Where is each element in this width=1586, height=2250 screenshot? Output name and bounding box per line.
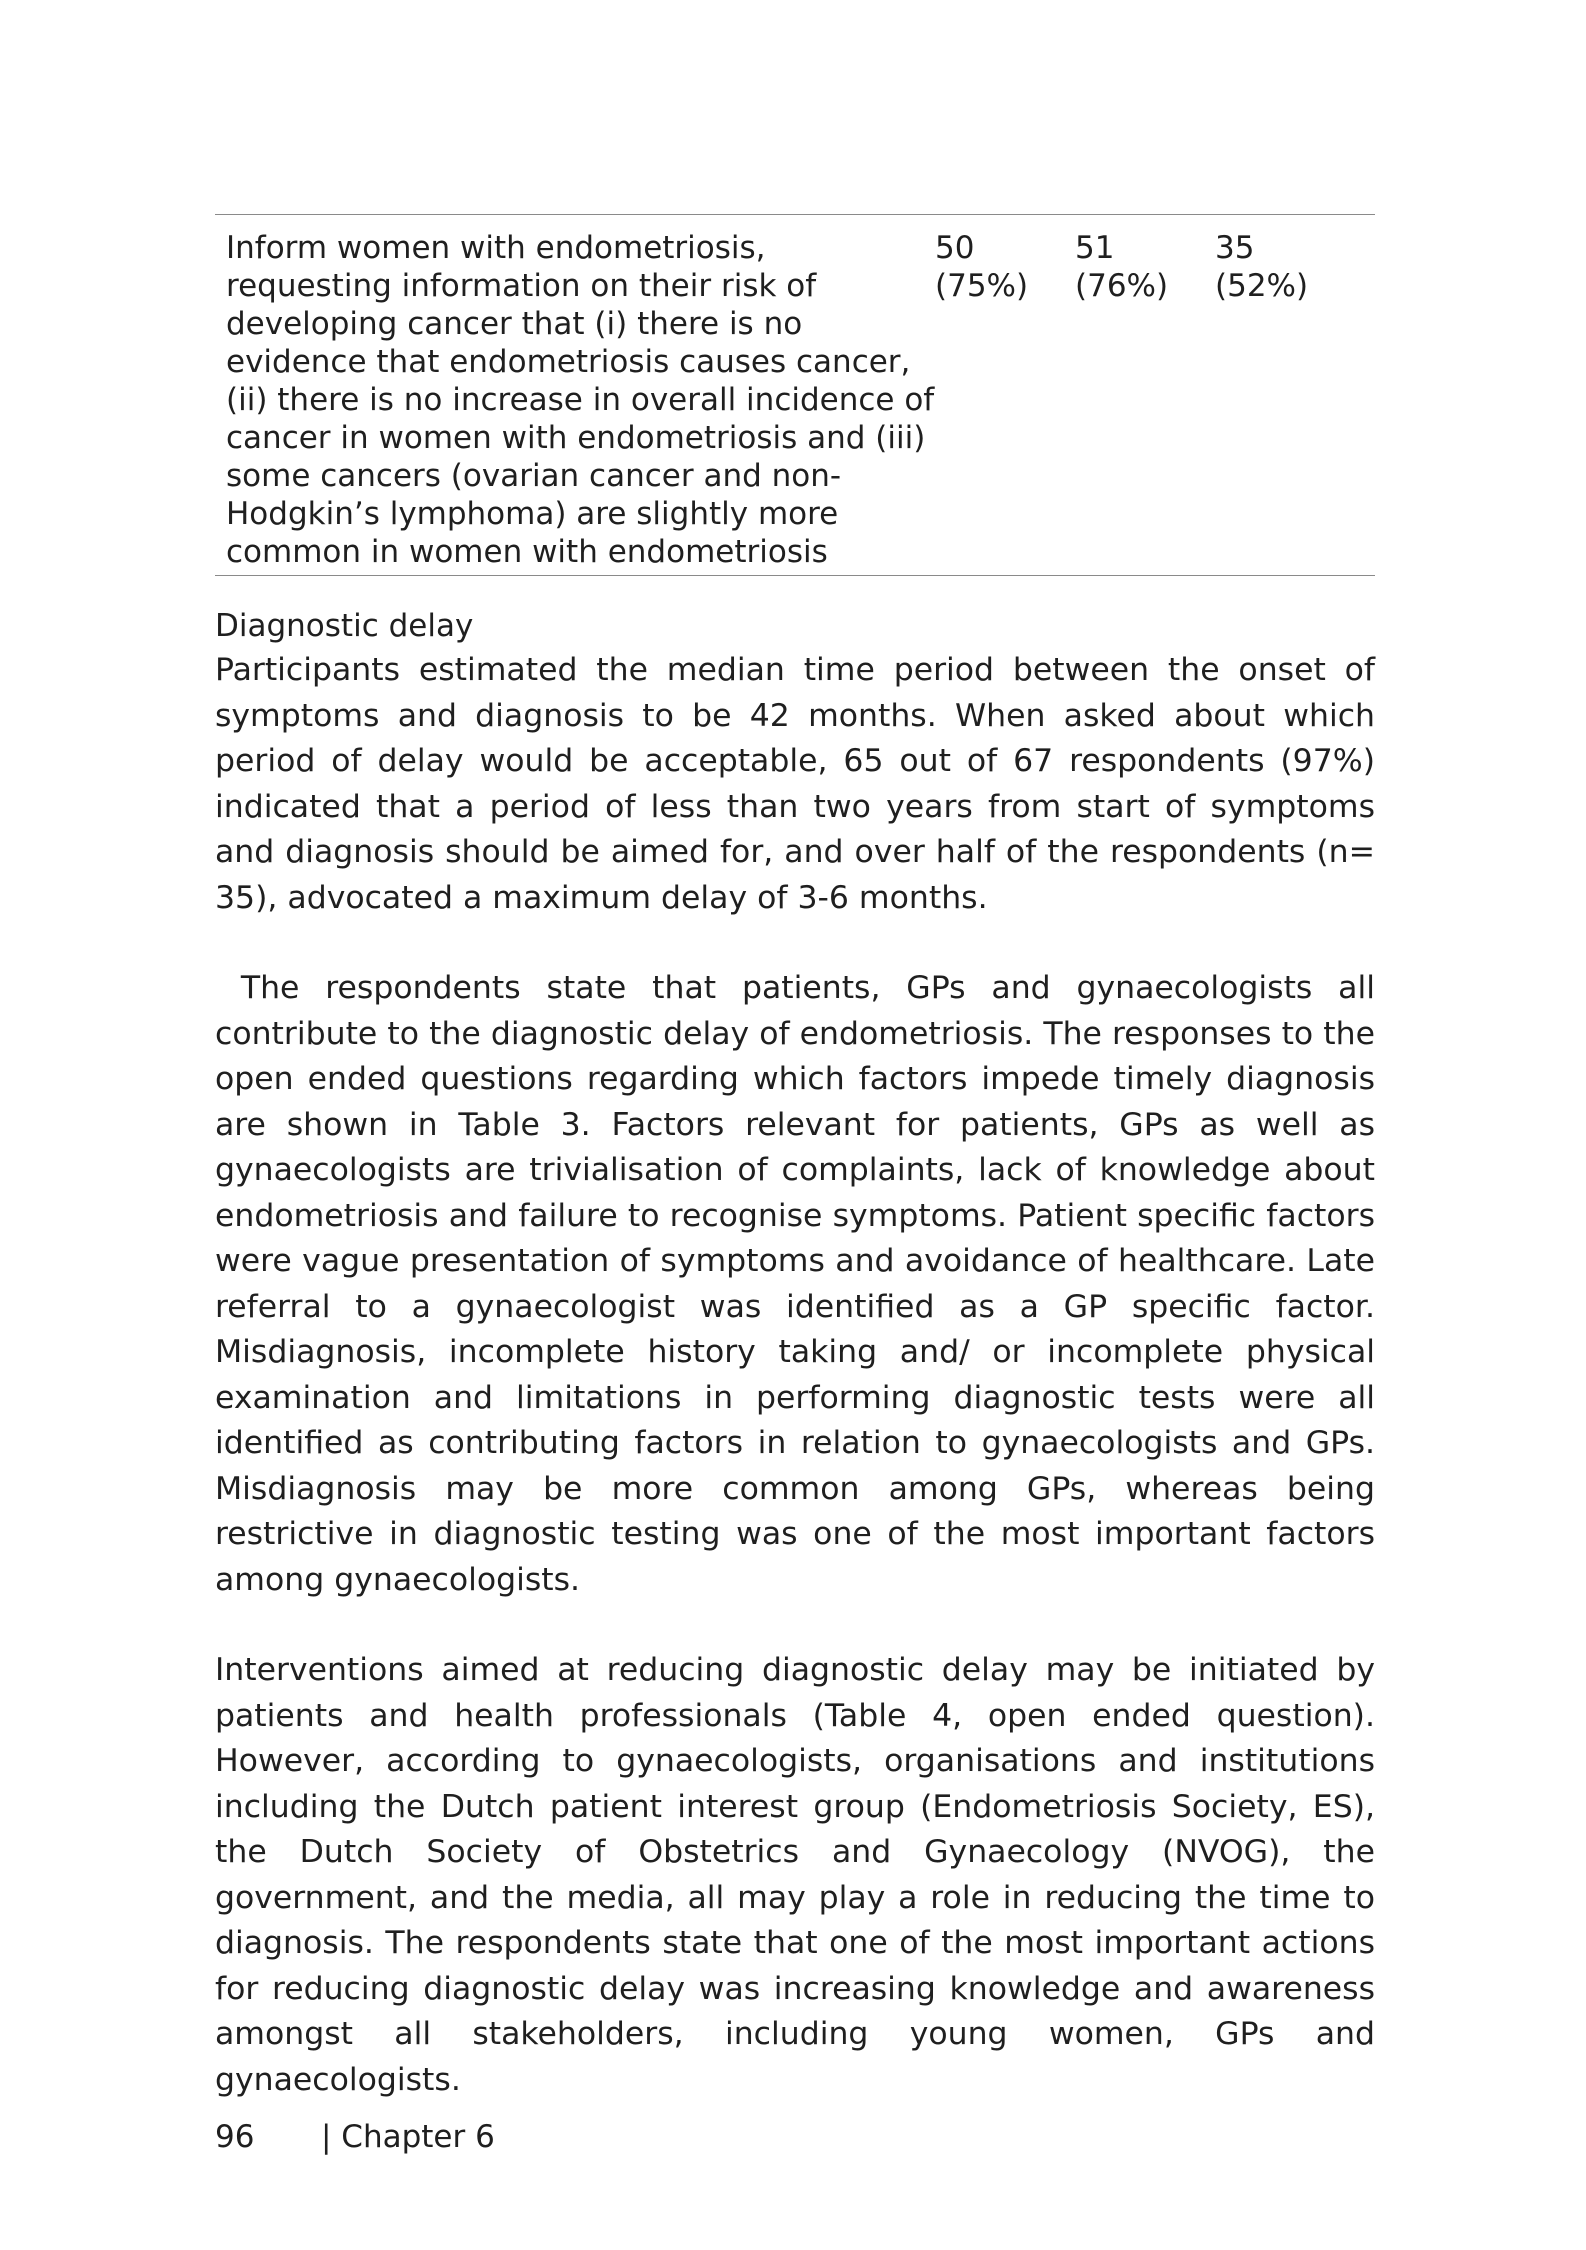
page-number: 96: [215, 2119, 255, 2155]
table-cell-col3-percent: (52%): [1215, 268, 1309, 304]
table-cell-col1-count: 50: [935, 230, 975, 266]
chapter-label: | Chapter 6: [321, 2119, 495, 2155]
table-cell-col2: [1075, 229, 1215, 571]
table-cell-col3: [1215, 229, 1355, 571]
page-content: [215, 214, 1386, 2103]
paragraph-median-delay: Participants estimated the median time period between the onset of symptoms and diagnosis to be 42 months. When asked about which period of delay would be acceptable, 65 out of 67 respondents (97%) indicated that a period of less than two years from start of symptoms and diagnosis should be aimed for, and over half of the respondents (n= 35), advocated a maximum delay of 3-6 months.: [215, 652, 1375, 916]
section-heading: Diagnostic delay: [215, 608, 474, 644]
table-cell-col1-percent: (75%): [935, 268, 1029, 304]
table-cell-col2-percent: (76%): [1075, 268, 1169, 304]
table-cell-col1: [935, 229, 1075, 571]
page-footer: [215, 2117, 495, 2157]
table-row: [215, 214, 1375, 576]
paragraph-contributing-factors: The respondents state that patients, GPs and gynaecologists all contribute to the diagnostic delay of endometriosis. The responses to the open ended questions regarding which factors impede timely diagnosis are shown in Table 3. Factors relevant for patients, GPs as well as gynaecologists are trivialisation of complaints, lack of knowledge about endometriosis and failure to recognise symptoms. Patient specific factors were vague presentation of symptoms and avoidance of healthcare. Late referral to a gynaecologist was identified as a GP specific factor. Misdiagnosis, incomplete history taking and/ or incomplete physical examination and limitations in performing diagnostic tests were all identified as contributing factors in relation to gynaecologists and GPs. Misdiagnosis may be more common among GPs, whereas being restrictive in diagnostic testing was one of the most important factors among gynaecologists.: [215, 970, 1386, 1598]
paragraph-interventions: Interventions aimed at reducing diagnostic delay may be initiated by patients and health professionals (Table 4, open ended question). However, according to gynaecologists, organisations and institutions including the Dutch patient interest group (Endometriosis Society, ES), the Dutch Society of Obstetrics and Gynaecology (NVOG), the government, and the media, all may play a role in reducing the time to diagnosis. The respondents state that one of the most important actions for reducing diagnostic delay was increasing knowledge and awareness amongst all stakeholders, including young women, GPs and gynaecologists.: [215, 1652, 1375, 2098]
table-cell-recommendation: Inform women with endometriosis, requesting information on their risk of developing cancer that (i) there is no evidence that endometriosis causes cancer, (ii) there is no increase in overall incidence of cancer in women with endometriosis and (iii) some cancers (ovarian cancer and non-Hodgkin’s lymphoma) are slightly more common in women with endometriosis: [226, 230, 935, 570]
table-cell-col3-count: 35: [1215, 230, 1255, 266]
table-cell-col2-count: 51: [1075, 230, 1115, 266]
